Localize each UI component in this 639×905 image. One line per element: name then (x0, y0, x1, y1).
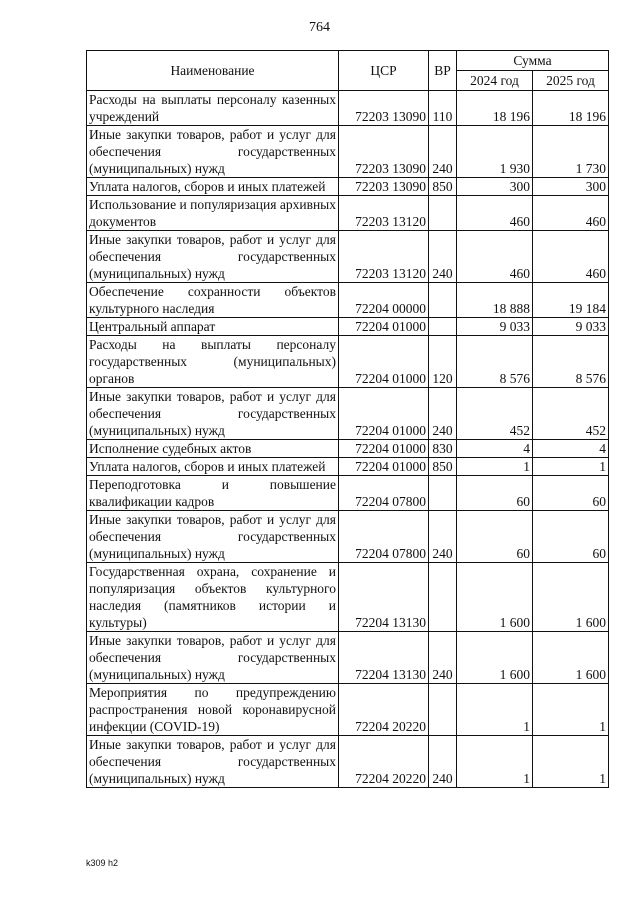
row-vr-cell (429, 283, 457, 318)
table-row (87, 178, 609, 196)
header-vr: ВР (429, 51, 457, 91)
row-2025-cell: 1 (533, 736, 609, 788)
row-name-cell: Мероприятия по предупреждению распространения новой коронавирусной инфекции (COVID-19) (87, 684, 339, 736)
row-name-cell: Переподготовка и повышение квалификации кадров (87, 476, 339, 511)
row-2024-cell: 1 930 (457, 126, 533, 178)
row-2024-cell: 1 (457, 458, 533, 476)
row-vr-cell (429, 476, 457, 511)
row-vr-cell (429, 684, 457, 736)
table-row (87, 476, 609, 511)
row-2024-cell: 460 (457, 196, 533, 231)
row-csr-cell: 72204 13130 (339, 563, 429, 632)
table-row (87, 440, 609, 458)
row-csr-cell: 72204 01000 (339, 458, 429, 476)
row-name-cell: Иные закупки товаров, работ и услуг для обеспечения государственных (муниципальных) нужд (87, 126, 339, 178)
row-name-cell: Иные закупки товаров, работ и услуг для обеспечения государственных (муниципальных) нужд (87, 511, 339, 563)
table-row (87, 736, 609, 788)
header-name: Наименование (87, 51, 339, 91)
row-csr-cell: 72204 07800 (339, 511, 429, 563)
page-number: 764 (309, 20, 330, 35)
row-name-cell: Расходы на выплаты персоналу казенных учреждений (87, 91, 339, 126)
row-2024-cell: 4 (457, 440, 533, 458)
row-vr-cell: 850 (429, 178, 457, 196)
row-name-cell: Центральный аппарат (87, 318, 339, 336)
row-csr-cell: 72203 13120 (339, 196, 429, 231)
row-csr-cell: 72204 01000 (339, 388, 429, 440)
row-name-cell: Государственная охрана, сохранение и популяризация объектов культурного наследия (памятников истории и культуры) (87, 563, 339, 632)
row-2024-cell: 300 (457, 178, 533, 196)
row-name-cell: Иные закупки товаров, работ и услуг для обеспечения государственных (муниципальных) нужд (87, 231, 339, 283)
row-vr-cell (429, 563, 457, 632)
row-vr-cell: 240 (429, 126, 457, 178)
row-vr-cell (429, 318, 457, 336)
row-2024-cell: 452 (457, 388, 533, 440)
row-2025-cell: 8 576 (533, 336, 609, 388)
row-2025-cell: 18 196 (533, 91, 609, 126)
row-2024-cell: 1 600 (457, 563, 533, 632)
budget-table (86, 50, 609, 788)
row-csr-cell: 72204 13130 (339, 632, 429, 684)
row-2024-cell: 60 (457, 511, 533, 563)
row-vr-cell (429, 196, 457, 231)
row-vr-cell: 110 (429, 91, 457, 126)
row-csr-cell: 72204 07800 (339, 476, 429, 511)
row-name-cell: Иные закупки товаров, работ и услуг для обеспечения государственных (муниципальных) нужд (87, 736, 339, 788)
row-2024-cell: 60 (457, 476, 533, 511)
row-name-cell: Уплата налогов, сборов и иных платежей (87, 178, 339, 196)
table-row (87, 458, 609, 476)
row-2024-cell: 1 600 (457, 632, 533, 684)
row-2025-cell: 460 (533, 196, 609, 231)
header-year-2024: 2024 год (457, 71, 533, 91)
row-csr-cell: 72204 01000 (339, 336, 429, 388)
table-row (87, 511, 609, 563)
row-2025-cell: 9 033 (533, 318, 609, 336)
table-row (87, 318, 609, 336)
row-csr-cell: 72203 13090 (339, 91, 429, 126)
row-2024-cell: 18 888 (457, 283, 533, 318)
row-vr-cell: 850 (429, 458, 457, 476)
row-vr-cell: 240 (429, 511, 457, 563)
row-2024-cell: 460 (457, 231, 533, 283)
row-2025-cell: 460 (533, 231, 609, 283)
row-vr-cell: 120 (429, 336, 457, 388)
footer-code: k309 h2 (86, 858, 119, 868)
table-row (87, 563, 609, 632)
header-year-2025: 2025 год (533, 71, 609, 91)
row-2024-cell: 8 576 (457, 336, 533, 388)
table-row (87, 388, 609, 440)
row-2025-cell: 452 (533, 388, 609, 440)
table-row (87, 632, 609, 684)
row-2025-cell: 60 (533, 476, 609, 511)
table-body (87, 91, 609, 788)
row-csr-cell: 72203 13090 (339, 178, 429, 196)
row-name-cell: Иные закупки товаров, работ и услуг для обеспечения государственных (муниципальных) нужд (87, 632, 339, 684)
table-row (87, 684, 609, 736)
table-row (87, 231, 609, 283)
table-row (87, 336, 609, 388)
header-csr: ЦСР (339, 51, 429, 91)
row-2025-cell: 4 (533, 440, 609, 458)
table-row (87, 91, 609, 126)
row-csr-cell: 72204 01000 (339, 318, 429, 336)
row-2024-cell: 1 (457, 736, 533, 788)
row-2025-cell: 1 730 (533, 126, 609, 178)
table-row (87, 196, 609, 231)
row-csr-cell: 72204 20220 (339, 684, 429, 736)
row-vr-cell: 240 (429, 736, 457, 788)
table-row (87, 283, 609, 318)
row-2025-cell: 19 184 (533, 283, 609, 318)
row-name-cell: Исполнение судебных актов (87, 440, 339, 458)
row-name-cell: Расходы на выплаты персоналу государственных (муниципальных) органов (87, 336, 339, 388)
row-name-cell: Использование и популяризация архивных документов (87, 196, 339, 231)
row-2025-cell: 1 (533, 458, 609, 476)
row-name-cell: Обеспечение сохранности объектов культурного наследия (87, 283, 339, 318)
row-csr-cell: 72203 13090 (339, 126, 429, 178)
row-vr-cell: 240 (429, 388, 457, 440)
row-2024-cell: 9 033 (457, 318, 533, 336)
row-name-cell: Уплата налогов, сборов и иных платежей (87, 458, 339, 476)
row-csr-cell: 72204 00000 (339, 283, 429, 318)
row-2025-cell: 60 (533, 511, 609, 563)
row-2024-cell: 18 196 (457, 91, 533, 126)
table-row (87, 126, 609, 178)
row-2025-cell: 1 600 (533, 632, 609, 684)
row-2025-cell: 1 (533, 684, 609, 736)
row-vr-cell: 830 (429, 440, 457, 458)
row-2025-cell: 300 (533, 178, 609, 196)
row-vr-cell: 240 (429, 231, 457, 283)
header-sum: Сумма (457, 51, 609, 71)
row-vr-cell: 240 (429, 632, 457, 684)
row-csr-cell: 72203 13120 (339, 231, 429, 283)
row-csr-cell: 72204 20220 (339, 736, 429, 788)
row-name-cell: Иные закупки товаров, работ и услуг для обеспечения государственных (муниципальных) нужд (87, 388, 339, 440)
row-2024-cell: 1 (457, 684, 533, 736)
row-2025-cell: 1 600 (533, 563, 609, 632)
row-csr-cell: 72204 01000 (339, 440, 429, 458)
